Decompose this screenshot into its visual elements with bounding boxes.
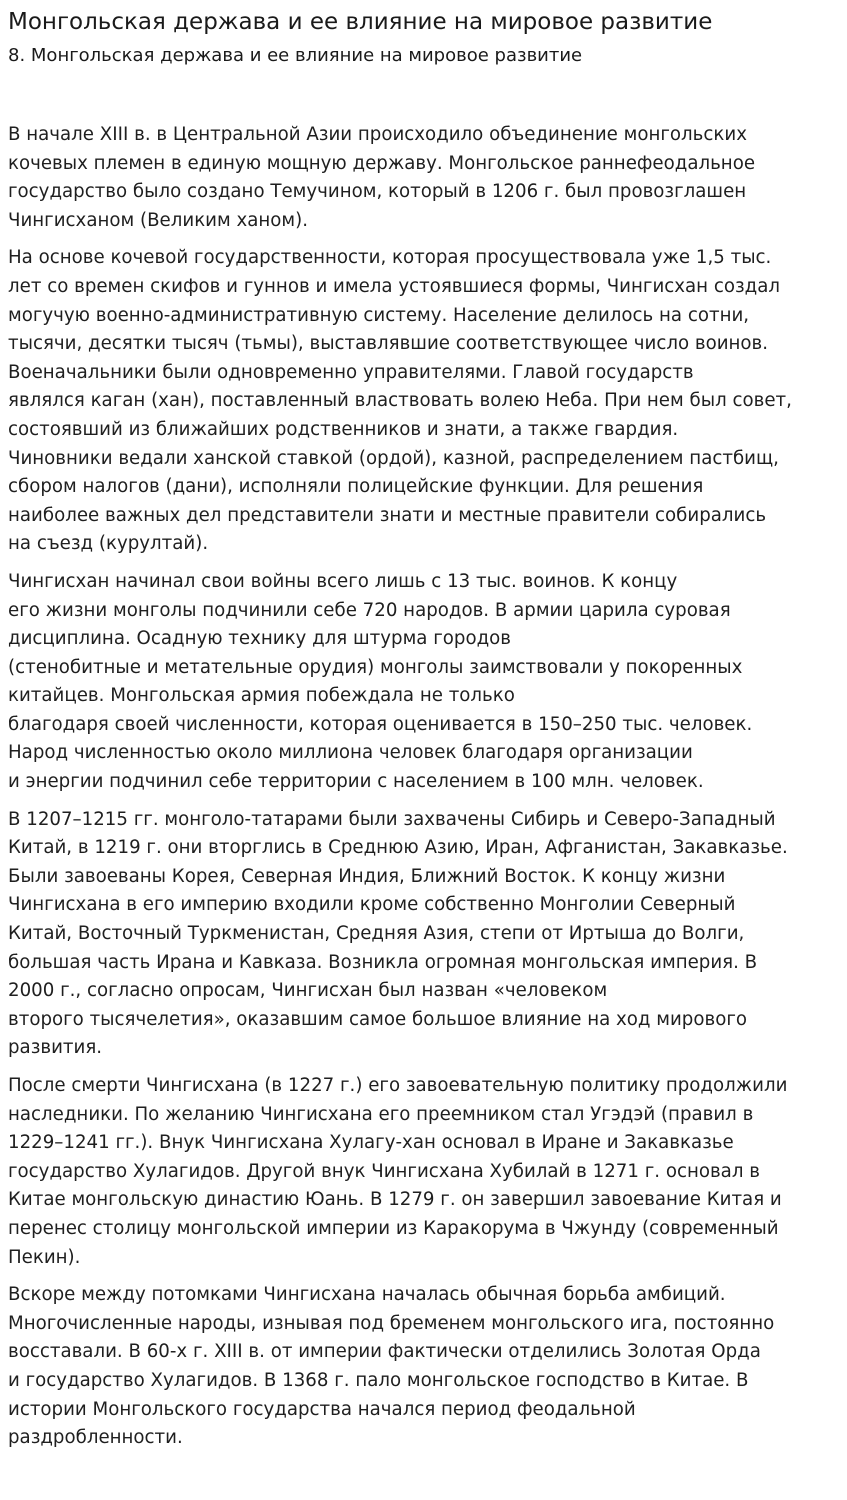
paragraph-3: Чингисхан начинал свои войны всего лишь с 13 тыс. воинов. К концу его жизни монголы подчинили себе 720 народов. В армии царила суровая дисциплина. Осадную технику для штурма городов (стенобитные и метательные орудия) монголы заимствовали у покоренных китайцев. Монгольская армия побеждала не только благодаря своей численности, которая оценивается в 150–250 тыс. человек. Народ численностью около миллиона человек благодаря организации и энергии подчинил себе территории с населением в 100 млн. человек. [8,570,753,793]
paragraph-6: Вскоре между потомками Чингисхана началась обычная борьба амбиций. Многочисленные народы, изнывая под бременем монгольского ига, постоянно восставали. В 60-х г. XIII в. от империи фактически отделились Золотая Орда и государство Хулагидов. В 1368 г. пало монгольское господство в Китае. В истории Монгольского государства начался период феодальной раздробленности. [8,1284,775,1449]
page-subtitle: 8. Монгольская держава и ее влияние на мировое развитие [8,45,583,66]
paragraph-1: В начале XIII в. в Центральной Азии происходило объединение монгольских кочевых племен в единую мощную державу. Монгольское раннефеодальное государство было создано Темучином, который в 1206 г. был провозглашен Чингисханом (Великим ханом). [8,124,756,231]
paragraph-2: На основе кочевой государственности, которая просуществовала уже 1,5 тыс. лет со времен скифов и гуннов и имела устоявшиеся формы, Чингисхан создал могучую военно-административную систему. Население делилось на сотни, тысячи, десятки тысяч (тьмы), выставлявшие соответствующее число воинов. Военачальники были одновременно управителями. Главой государств являлся каган (хан), поставленный властвовать волею Неба. При нем был совет, состоявший из ближайших родственников и знати, а также гвардия. Чиновники ведали ханской ставкой (ордой), казной, распределением пастбищ, сбором налогов (дани), исполняли полицейские функции. Для решения наиболее важных дел представители знати и местные правители собирались на съезд (курултай). [8,247,792,555]
paragraph-4: В 1207–1215 гг. монголо-татарами были захвачены Сибирь и Северо-Западный Китай, в 1219 г. они вторглись в Среднюю Азию, Иран, Афганистан, Закавказье. Были завоеваны Корея, Северная Индия, Ближний Восток. К концу жизни Чингисхана в его империю входили кроме собственно Монголии Северный Китай, Восточный Туркменистан, Средняя Азия, степи от Иртыша до Волги, большая часть Ирана и Кавказа. Возникла огромная монгольская империя. В 2000 г., согласно опросам, Чингисхан был назван «человеком второго тысячелетия», оказавшим самое большое влияние на ход мирового развития. [8,808,788,1059]
article-body [8,121,839,1453]
paragraph-5: После смерти Чингисхана (в 1227 г.) его завоевательную политику продолжили наследники. По желанию Чингисхана его преемником стал Угэдэй (правил в 1229–1241 гг.). Внук Чингисхана Хулагу-хан основал в Иране и Закавказье государство Хулагидов. Другой внук Чингисхана Хубилай в 1271 г. основал в Китае монгольскую династию Юань. В 1279 г. он завершил завоевание Китая и перенес столицу монгольской империи из Каракорума в Чжунду (современный Пекин). [8,1075,788,1268]
page-title: Монгольская держава и ее влияние на мировое развитие [8,9,713,35]
